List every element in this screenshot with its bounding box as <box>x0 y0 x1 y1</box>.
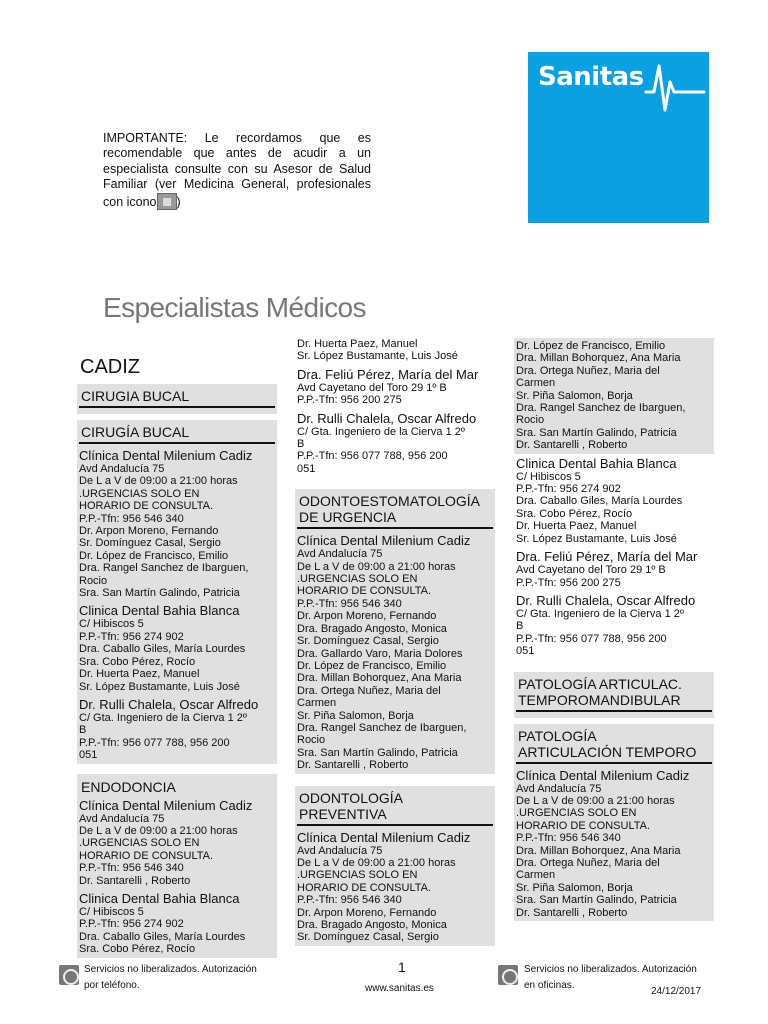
doctor-name: Dr. Rulli Chalela, Oscar Alfredo <box>79 696 259 712</box>
continued-list <box>295 338 495 475</box>
office-authorization-icon <box>498 965 518 985</box>
doctor-name: Dr. Rulli Chalela, Oscar Alfredo <box>297 410 477 426</box>
center-details: Avd Andalucía 75 De L a V de 09:00 a 21:00 horas .URGENCIAS SOLO EN HORARIO DE CONSULTA. P.P.-Tfn: 956 546 340 Dr. Arpon Moreno, Fernando Dra. Bragado Angosto, Monica Sr. Domínguez Casal, Sergio Dra. Gallardo Varo, Maria Dolores Dr. López de Francisco, Emilio Dra. Millan Bohorquez, Ana Maria Dra. Ortega Nuñez, Maria del Carmen Sr. Piña Salomon, Borja Dra. Rangel Sanchez de Ibarguen, Rocio Sra. San Martín Galindo, Patricia Dr. Santarelli , Roberto <box>297 548 467 772</box>
center-details: Avd Andalucía 75 De L a V de 09:00 a 21:00 horas .URGENCIAS SOLO EN HORARIO DE CONSULTA. P.P.-Tfn: 956 546 340 Dr. Arpon Moreno, Fernando Dra. Bragado Angosto, Monica Sr. Domínguez Casal, Sergio <box>297 844 456 944</box>
section-header: PATOLOGÍA ARTICULAC. TEMPOROMANDIBULAR <box>516 673 712 712</box>
center-name: Clínica Dental Milenium Cadiz <box>79 797 253 813</box>
footer-note-right: Servicios no liberalizados. Autorización en oficinas. <box>524 964 697 991</box>
heartbeat-icon <box>528 52 709 223</box>
column-3 <box>514 338 714 931</box>
doctor-details: C/ Gta. Ingeniero de la Cierva 1 2º B P.P.-Tfn: 956 077 788, 956 200 051 <box>297 425 465 475</box>
center-name: Clínica Dental Milenium Cadiz <box>516 767 690 783</box>
section-preventiva <box>295 786 495 946</box>
center-name: Clínica Dental Milenium Cadiz <box>297 533 471 549</box>
logo-text: Sanitas <box>538 62 644 92</box>
doctor-list: Dr. López de Francisco, Emilio Dra. Millan Bohorquez, Ana Maria Dra. Ortega Nuñez, Maria del Carmen Sr. Piña Salomon, Borja Dra. Rangel Sanchez de Ibarguen, Rocio Sra. San Martín Galindo, Patricia Dr. Santarelli , Roberto <box>516 340 686 452</box>
subsection-patologia <box>514 724 714 921</box>
page-title: Especialistas Médicos <box>103 292 366 323</box>
important-text: IMPORTANTE: Le recordamos que es recomendable que antes de acudir a un especialista consulte con su Asesor de Salud Familiar (ver Medicina General, profesionales con icono <box>103 131 371 209</box>
doctor-name: Dra. Feliú Pérez, María del Mar <box>297 366 479 382</box>
center-name: Clinica Dental Bahia Blanca <box>516 455 677 471</box>
doctor-details: C/ Gta. Ingeniero de la Cierva 1 2º B P.P.-Tfn: 956 077 788, 956 200 051 <box>79 711 247 762</box>
doctor-list: Dr. Huerta Paez, Manuel Sr. López Bustamante, Luis José <box>297 338 458 363</box>
center-details: Avd Andalucía 75 De L a V de 09:00 a 21:00 horas .URGENCIAS SOLO EN HORARIO DE CONSULTA. P.P.-Tfn: 956 546 340 Dr. Santarelli , Roberto <box>79 812 238 887</box>
center-name: Clínica Dental Milenium Cadiz <box>297 829 471 845</box>
section-header: ODONTOESTOMATOLOGÍA DE URGENCIA <box>297 490 493 529</box>
sanitas-logo <box>528 52 709 223</box>
continued-list <box>514 338 714 454</box>
section-urgencia <box>295 489 495 773</box>
doctor-name: Dr. Rulli Chalela, Oscar Alfredo <box>516 592 696 608</box>
center-details: C/ Hibiscos 5 P.P.-Tfn: 956 274 902 Dra. Caballo Giles, María Lourdes Sra. Cobo Pérez, Rocío <box>79 905 246 956</box>
footer-date: 24/12/2017 <box>651 986 702 997</box>
center-details: C/ Hibiscos 5 P.P.-Tfn: 956 274 902 Dra. Caballo Giles, María Lourdes Sra. Cobo Pérez, Rocío Dr. Huerta Paez, Manuel Sr. López Bustamante, Luis José <box>79 618 246 693</box>
section-header: ENDODONCIA <box>81 778 176 795</box>
footer-url: www.sanitas.es <box>365 983 434 994</box>
center-name: Clinica Dental Bahia Blanca <box>79 890 240 906</box>
important-notice <box>103 131 371 210</box>
center-name: Clinica Dental Bahia Blanca <box>79 603 240 619</box>
family-advisor-icon <box>157 193 177 210</box>
important-suffix: ) <box>176 194 181 209</box>
doctor-details: Avd Cayetano del Toro 29 1º B P.P.-Tfn: 956 200 275 <box>297 381 447 407</box>
section-cirugia-bucal <box>77 384 277 414</box>
footer-note-left: Servicios no liberalizados. Autorización por teléfono. <box>84 964 257 991</box>
subsection-cirugia-bucal <box>77 420 277 764</box>
city-heading: CADIZ <box>80 356 140 378</box>
phone-authorization-icon <box>59 965 79 985</box>
section-endodoncia <box>77 774 277 958</box>
center-name: Clínica Dental Milenium Cadiz <box>79 448 253 463</box>
center-details: Avd Andalucía 75 De L a V de 09:00 a 21:00 horas .URGENCIAS SOLO EN HORARIO DE CONSULTA. P.P.-Tfn: 956 546 340 Dra. Millan Bohorquez, Ana Maria Dra. Ortega Nuñez, Maria del Carmen Sr. Piña Salomon, Borja Sra. San Martín Galindo, Patricia Dr. Santarelli , Roberto <box>516 782 681 919</box>
column-2 <box>295 338 495 956</box>
center-details: C/ Hibiscos 5 P.P.-Tfn: 956 274 902 Dra. Caballo Giles, María Lourdes Sra. Cobo Pérez, Rocío Dr. Huerta Paez, Manuel Sr. López Bustamante, Luis José <box>516 470 683 545</box>
continued-centers <box>514 456 714 658</box>
center-details: Avd Andalucía 75 De L a V de 09:00 a 21:00 horas .URGENCIAS SOLO EN HORARIO DE CONSULTA. P.P.-Tfn: 956 546 340 Dr. Arpon Moreno, Fernando Sr. Domínguez Casal, Sergio Dr. López de Francisco, Emilio Dra. Rangel Sanchez de Ibarguen, Rocio Sra. San Martín Galindo, Patricia <box>79 463 249 600</box>
doctor-details: C/ Gta. Ingeniero de la Cierva 1 2º B P.P.-Tfn: 956 077 788, 956 200 051 <box>516 607 684 658</box>
section-patologia <box>514 672 714 718</box>
doctor-name: Dra. Feliú Pérez, María del Mar <box>516 549 698 565</box>
column-1 <box>77 384 277 968</box>
subsection-header: CIRUGÍA BUCAL <box>79 421 275 444</box>
page-number: 1 <box>398 959 406 975</box>
section-header: ODONTOLOGÍA PREVENTIVA <box>297 787 493 826</box>
doctor-details: Avd Cayetano del Toro 29 1º B P.P.-Tfn: 956 200 275 <box>516 564 666 589</box>
subsection-header: PATOLOGÍA ARTICULACIÓN TEMPORO <box>516 725 712 764</box>
section-header: CIRUGIA BUCAL <box>79 385 275 408</box>
